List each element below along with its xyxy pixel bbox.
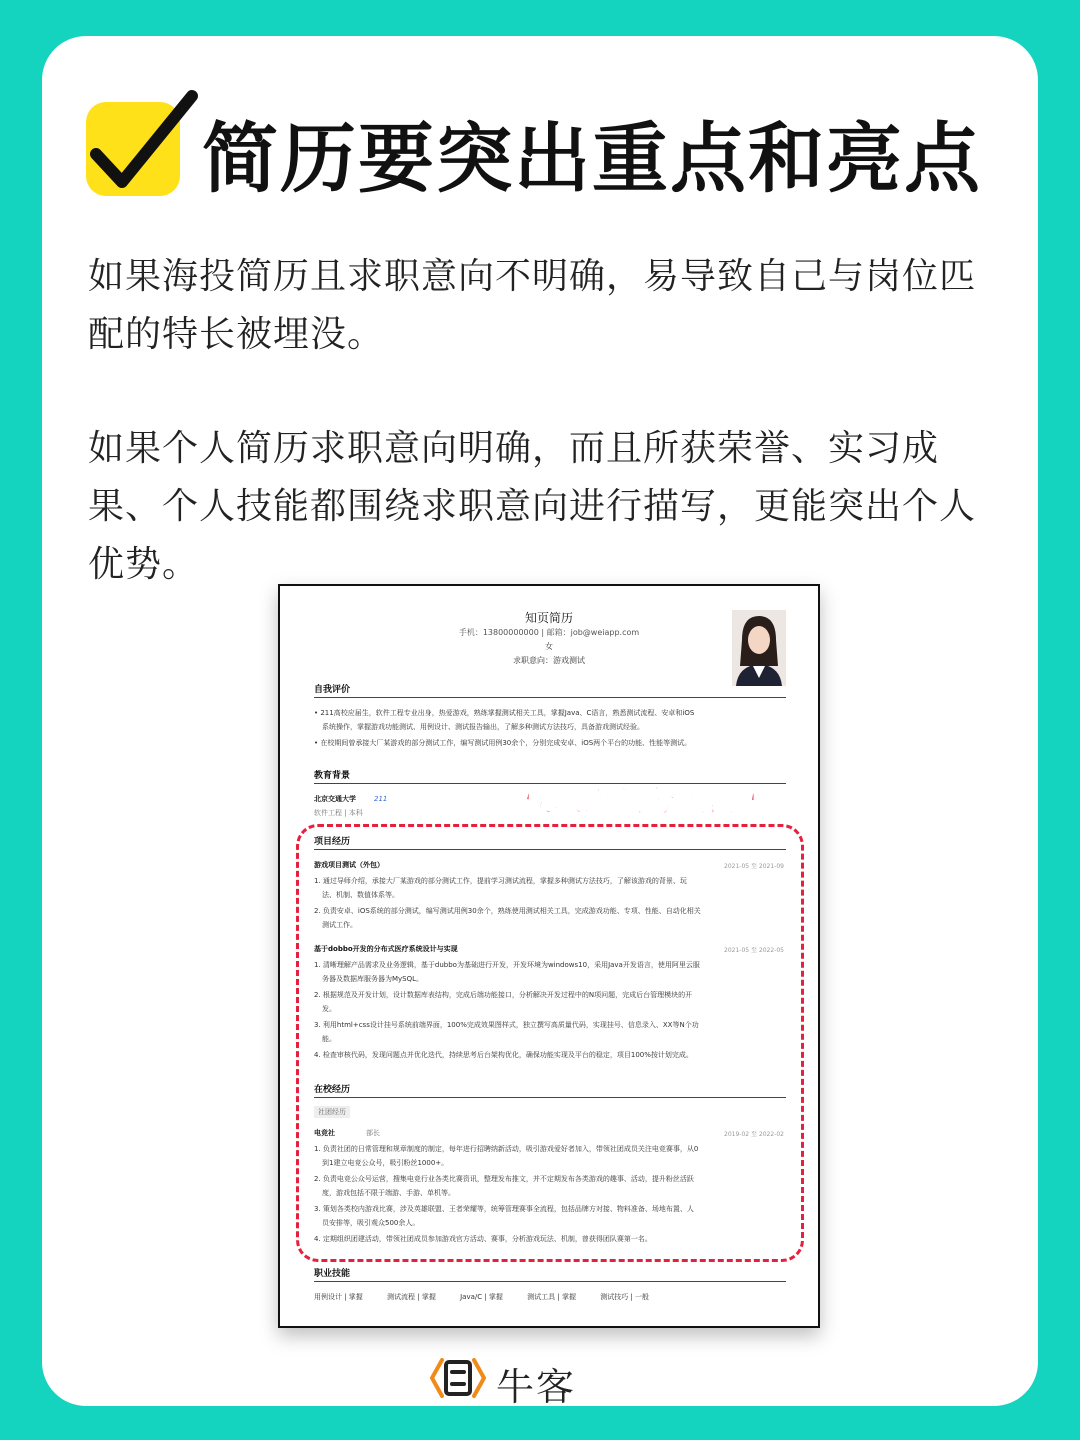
- annotation-label: 模块之间分割清晰: [522, 784, 770, 819]
- self-line: • 在校期间曾承接大厂某游戏的部分测试工作，编写测试用例30余个，分别完成安卓、iOS两个平台的功能、性能等测试。: [314, 739, 692, 747]
- proj1-line: 1. 通过导师介绍，承接大厂某游戏的部分测试工作，提前学习测试流程，掌握多种测试方法技巧，了解该游戏的背景、玩: [314, 877, 687, 885]
- avatar: [732, 610, 786, 686]
- club-line: 3. 策划各类校内游戏比赛，涉及英雄联盟、王者荣耀等，统筹管理赛事全流程，包括品牌方对接、物料准备、场地布置、人: [314, 1205, 694, 1213]
- club-name: 电竞社: [314, 1129, 335, 1137]
- proj2-title: 基于dobbo开发的分布式医疗系统设计与实现: [314, 945, 458, 953]
- club-role: 部长: [366, 1129, 380, 1137]
- section-skills-title: 职业技能: [314, 1266, 786, 1282]
- resume-name: 知页简历: [524, 611, 573, 625]
- section-proj-title: 项目经历: [314, 834, 786, 850]
- proj2-line: 2. 根据规范及开发计划，设计数据库表结构，完成后端功能接口，分析解决开发过程中的N项问题，完成后台管理模块的开: [314, 991, 693, 999]
- proj2-line: 3. 利用html+css设计挂号系统前端界面，100%完成效果图样式，独立撰写高质量代码，实现挂号、信息录入、XX等N个功: [314, 1021, 699, 1029]
- proj1-date: 2021-05 至 2021-09: [724, 863, 784, 870]
- resume-contact: 手机：13800000000 | 邮箱：job@weiapp.com: [458, 628, 640, 637]
- proj2-line: 4. 检查审核代码，发现问题点并优化迭代，持续思考后台架构优化，确保功能实现及平台的稳定，项目100%按计划完成。: [314, 1051, 693, 1059]
- edu-major: 软件工程 | 本科: [314, 809, 363, 817]
- brand-logo-icon: [428, 1356, 488, 1400]
- proj2-line: 务器及数据库服务器为MySQL。: [322, 975, 424, 983]
- checkmark-icon: [86, 102, 180, 196]
- proj2-line: 能。: [322, 1035, 336, 1043]
- brand-name: 牛客: [496, 1365, 577, 1409]
- paragraph-2: 如果个人简历求职意向明确，而且所获荣誉、实习成果、个人技能都围绕求职意向进行描写，更能突出个人优势。: [88, 428, 977, 585]
- content-card: [42, 36, 1038, 1406]
- proj1-line: 法、机制、数值体系等。: [322, 891, 399, 899]
- proj1-line: 2. 负责安卓、iOS系统的部分测试，编写测试用例30余个，熟练使用测试相关工具，完成游戏功能、专项、性能、自动化相关: [314, 907, 701, 915]
- proj2-line: 1. 清晰理解产品需求及业务逻辑，基于dubbo为基础进行开发，开发环境为windows10，采用Java开发语言，使用阿里云服: [314, 961, 700, 969]
- skill-item: 测试工具 | 掌握: [527, 1293, 576, 1301]
- edu-tag: 211: [374, 795, 388, 803]
- skills-list: [314, 1292, 786, 1302]
- proj1-line: 测试工作。: [322, 921, 357, 929]
- paragraph-1: 如果海投简历且求职意向不明确，易导致自己与岗位匹配的特长被埋没。: [88, 256, 977, 355]
- title-row: [86, 92, 996, 212]
- skill-item: Java/C | 掌握: [460, 1293, 503, 1301]
- club-line: 2. 负责电竞公众号运营，搜集电竞行业各类比赛资讯，整理发布推文，并不定期发布各类游戏的趣事、活动，提升粉丝活跃: [314, 1175, 694, 1183]
- proj2-date: 2021-05 至 2022-05: [724, 947, 784, 954]
- section-campus-title: 在校经历: [314, 1082, 786, 1098]
- section-self-title: 自我评价: [314, 682, 786, 698]
- self-line: 系统操作，掌握游戏功能测试、用例设计、测试报告输出，了解多种测试方法技巧，具备游戏测试经验。: [322, 723, 644, 731]
- club-line: 1. 负责社团的日常管理和规章制度的制定，每年进行招聘纳新活动，吸引游戏爱好者加入，带领社团成员关注电竞赛事，从0: [314, 1145, 699, 1153]
- campus-tag: 社团经历: [314, 1106, 350, 1118]
- edu-school: 北京交通大学: [314, 795, 356, 803]
- page-title: 简历要突出重点和亮点: [202, 114, 982, 203]
- brand-logo: [428, 1356, 628, 1409]
- proj1-title: 游戏项目测试（外包）: [314, 861, 384, 869]
- club-line: 员安排等，吸引观众500余人。: [322, 1219, 420, 1227]
- skill-item: 用例设计 | 掌握: [314, 1293, 363, 1301]
- club-line: 度，游戏包括不限于端游、手游、单机等。: [322, 1189, 455, 1197]
- club-date: 2019-02 至 2022-02: [724, 1131, 784, 1138]
- resume-intent: 求职意向：游戏测试: [513, 656, 585, 665]
- self-line: • 211高校应届生，软件工程专业出身，热爱游戏，熟练掌握测试相关工具，掌握Java、C语言，熟悉测试流程、安卓和iOS: [314, 709, 695, 717]
- skill-item: 测试技巧 | 一般: [600, 1293, 650, 1301]
- resume-gender: 女: [545, 642, 553, 651]
- skill-item: 测试流程 | 掌握: [387, 1293, 436, 1301]
- section-edu-title: 教育背景: [314, 768, 786, 784]
- resume-sample: [278, 584, 820, 1328]
- club-line: 到1建立电竞公众号，吸引粉丝1000+。: [322, 1159, 449, 1167]
- proj2-line: 发。: [322, 1005, 336, 1013]
- club-line: 4. 定期组织团建活动，带领社团成员参加游戏官方活动、赛事，分析游戏玩法、机制，曾获得团队赛第一名。: [314, 1235, 652, 1243]
